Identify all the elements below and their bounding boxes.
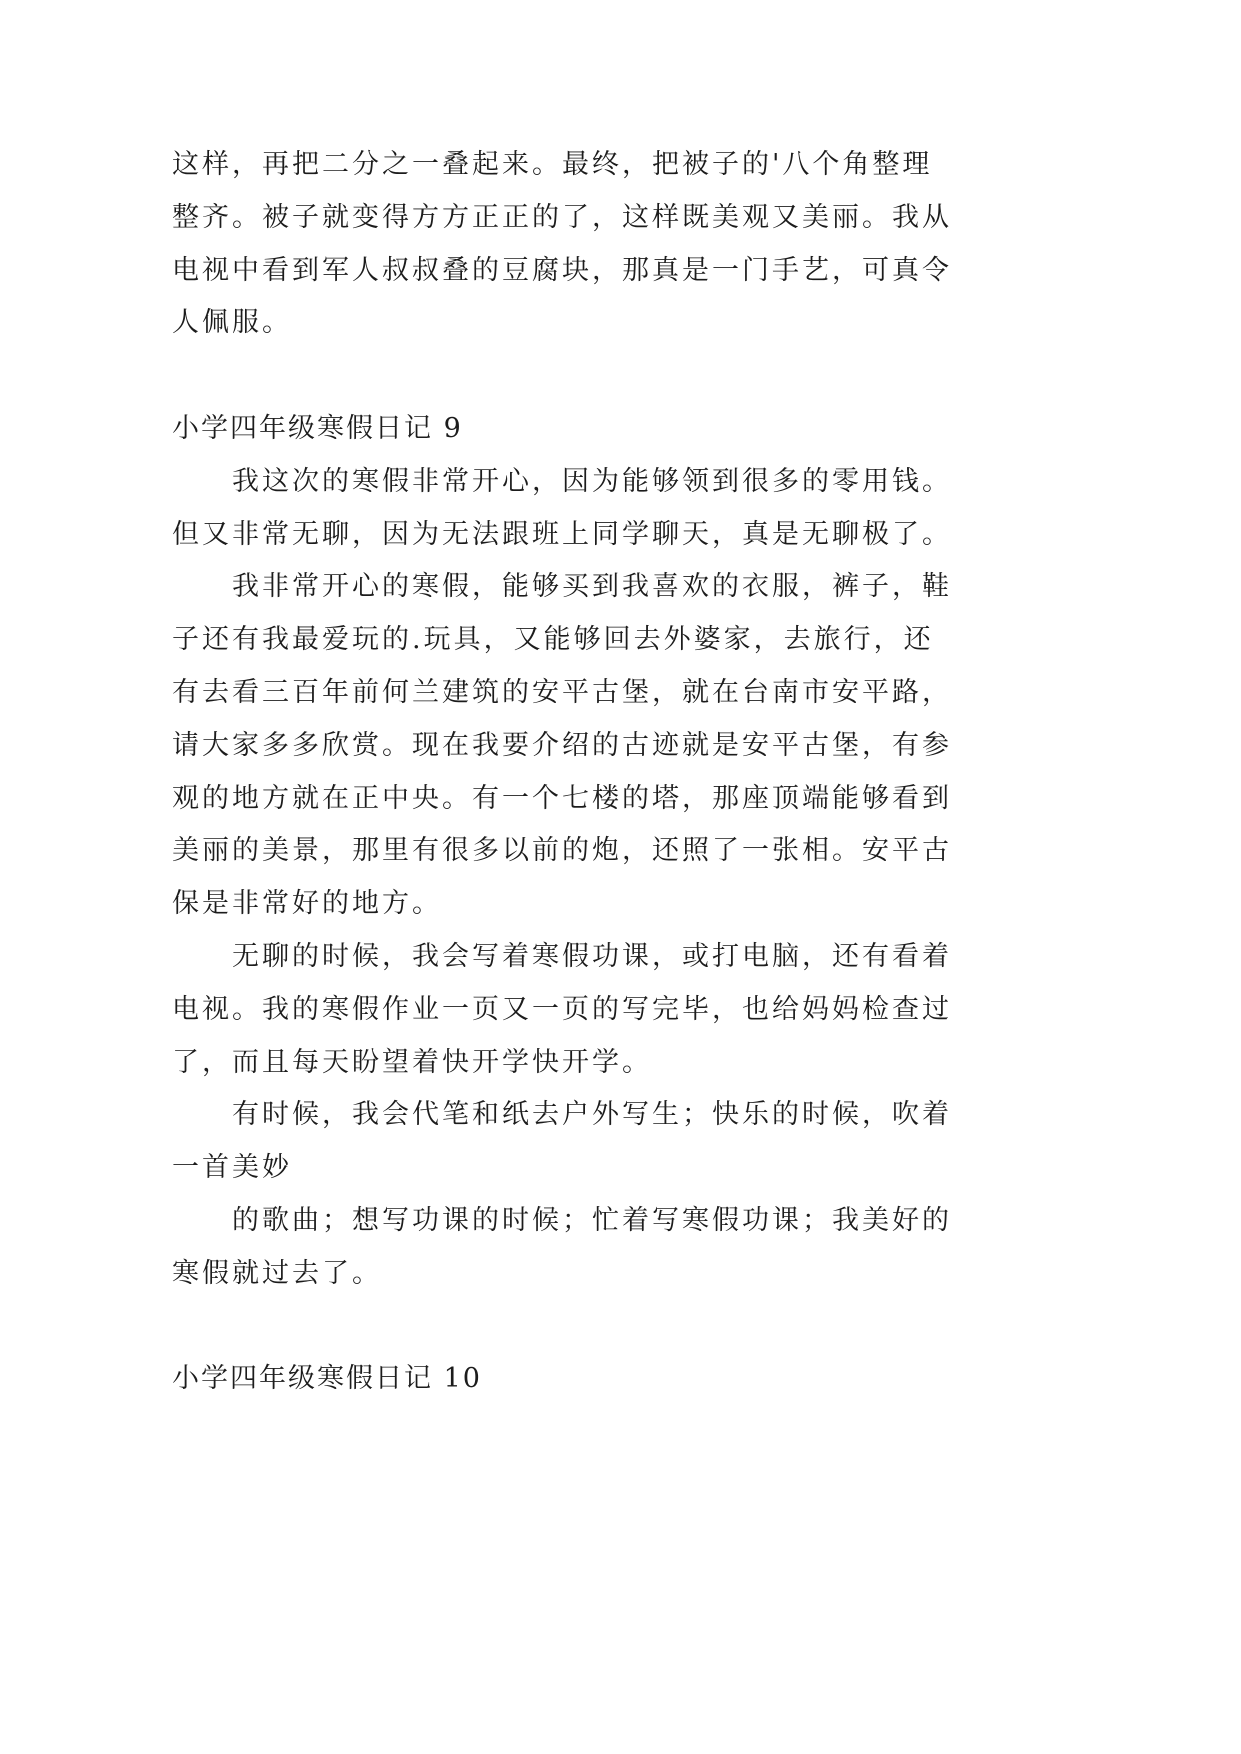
body-line: 有去看三百年前何兰建筑的安平古堡，就在台南市安平路， [172, 676, 952, 708]
body-line: 了，而且每天盼望着快开学快开学。 [172, 1046, 652, 1078]
body-line: 但又非常无聊，因为无法跟班上同学聊天，真是无聊极了。 [172, 518, 952, 550]
body-line: 子还有我最爱玩的.玩具，又能够回去外婆家，去旅行，还 [172, 624, 934, 656]
body-line: 观的地方就在正中央。有一个七楼的塔，那座顶端能够看到 [172, 782, 952, 814]
entry-heading: 小学四年级寒假日记 10 [172, 1363, 482, 1395]
blank-line [172, 1301, 972, 1354]
body-line: 整齐。被子就变得方方正正的了，这样既美观又美丽。我从 [172, 201, 952, 233]
body-line: 美丽的美景，那里有很多以前的炮，还照了一张相。安平古 [172, 835, 952, 867]
body-line: 的歌曲；想写功课的时候；忙着写寒假功课；我美好的 [232, 1204, 952, 1236]
document-text [172, 139, 972, 1406]
body-line: 电视中看到军人叔叔叠的豆腐块，那真是一门手艺，可真令 [172, 254, 952, 286]
body-line: 有时候，我会代笔和纸去户外写生；快乐的时候，吹着 [232, 1099, 952, 1131]
body-line: 一首美妙 [172, 1152, 292, 1184]
body-line: 保是非常好的地方。 [172, 888, 442, 920]
body-line: 人佩服。 [172, 307, 292, 339]
body-line: 无聊的时候，我会写着寒假功课，或打电脑，还有看着 [232, 940, 952, 972]
blank-line [172, 350, 972, 403]
body-line: 我非常开心的寒假，能够买到我喜欢的衣服，裤子，鞋 [232, 571, 952, 603]
entry-heading: 小学四年级寒假日记 9 [172, 412, 463, 444]
body-line: 这样，再把二分之一叠起来。最终，把被子的'八个角整理 [172, 149, 933, 180]
body-line: 电视。我的寒假作业一页又一页的写完毕，也给妈妈检查过 [172, 993, 952, 1025]
body-line: 请大家多多欣赏。现在我要介绍的古迹就是安平古堡，有参 [172, 729, 952, 761]
body-line: 寒假就过去了。 [172, 1257, 382, 1289]
body-line: 我这次的寒假非常开心，因为能够领到很多的零用钱。 [232, 465, 952, 497]
